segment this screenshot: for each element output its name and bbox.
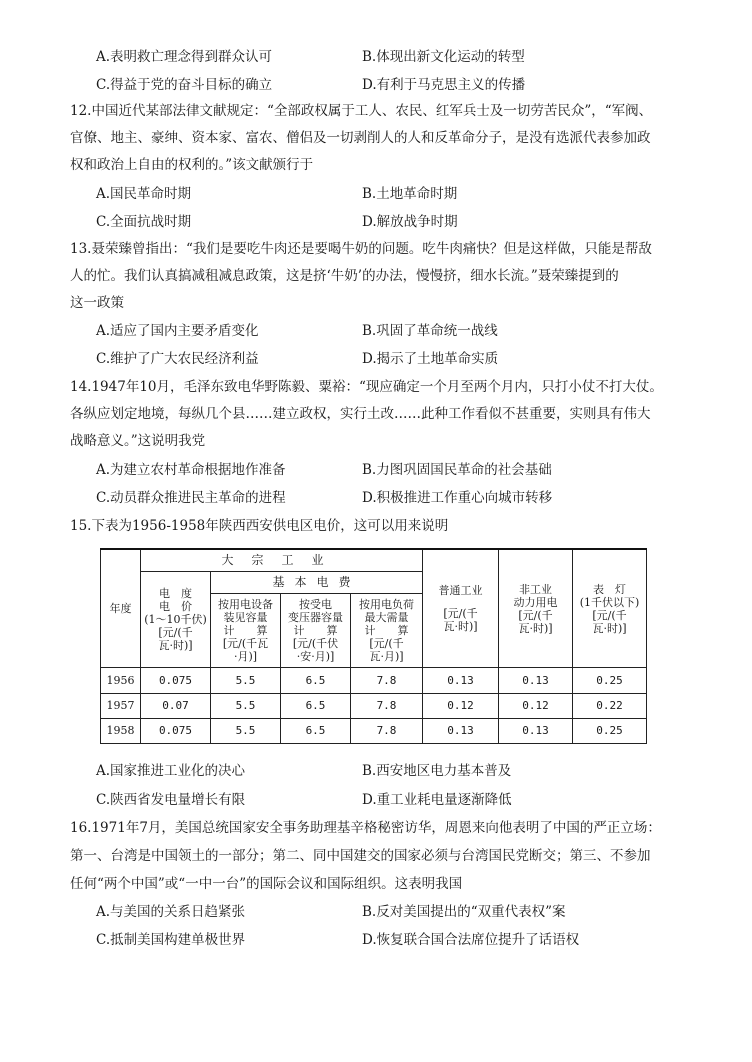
row-normal: 0.12 [423, 693, 499, 718]
large-industry-header: 大宗工业 [141, 549, 423, 571]
q14-option-d: D.积极推进工作重心向城市转移 [362, 490, 553, 506]
q16-stem-line-2: 第一、台湾是中国领土的一部分；第二、同中国建交的国家必须与台湾国民党断交；第三、不参加 [70, 848, 651, 864]
row-lamp: 0.25 [573, 668, 647, 693]
q16-stem-line-3: 任何“两个中国”或“一中一台”的国际会议和国际组织。这表明我国 [70, 876, 463, 892]
q15-option-d: D.重工业耗电量逐渐降低 [362, 792, 512, 808]
row-lamp: 0.25 [573, 718, 647, 743]
q14-stem-line-3: 战略意义。”这说明我党 [70, 433, 206, 449]
basic-fee-header: 基本电费 [211, 571, 423, 593]
q16-option-c: C.抵制美国构建单极世界 [96, 932, 246, 948]
row-b1: 5.5 [211, 718, 281, 743]
row-b1: 5.5 [211, 668, 281, 693]
year-header: 年度 [101, 549, 141, 668]
q13-stem-line-3: 这一政策 [70, 295, 124, 311]
row-year: 1958 [101, 718, 141, 743]
q13-option-a: A.适应了国内主要矛盾变化 [96, 323, 259, 339]
q14-option-row-2 [0, 489, 752, 507]
row-b3: 7.8 [351, 668, 423, 693]
row-year: 1956 [101, 668, 141, 693]
q11-option-row-2 [0, 76, 752, 94]
basic-fee-col-transformer: 按受电 变压器容量 计 算 [元/(千伏 ·安·月)] [281, 593, 351, 668]
q12-option-a: A.国民革命时期 [96, 186, 192, 202]
q12-stem-line-3: 权和政治上自由的权利的。”该文献颁行于 [70, 157, 314, 173]
q12-option-row-1 [0, 185, 752, 203]
q13-option-row-1 [0, 322, 752, 340]
table-row [101, 693, 647, 718]
row-normal: 0.13 [423, 718, 499, 743]
row-year: 1957 [101, 693, 141, 718]
q16-stem-line-1: 16.1971年7月，美国总统国家安全事务助理基辛格秘密访华，周恩来向他表明了中国的严正立场： [70, 820, 661, 836]
non-industry-header: 非工业 动力用电 [元/(千 瓦·时)] [499, 549, 573, 668]
q12-option-row-2 [0, 213, 752, 231]
q14-option-row-1 [0, 461, 752, 479]
q12-option-d: D.解放战争时期 [362, 214, 458, 230]
q13-option-row-2 [0, 350, 752, 368]
q12-stem-line-1: 12.中国近代某部法律文献规定：“全部政权属于工人、农民、红军兵士及一切劳苦民众”，“军阀、 [70, 103, 653, 119]
table-row [101, 668, 647, 693]
q13-stem-line-2: 人的忙。我们认真搞减租减息政策，这是挤‘牛奶’的办法，慢慢挤，细水长流。”聂荣臻提到的 [70, 268, 619, 284]
q15-option-b: B.西安地区电力基本普及 [362, 763, 512, 779]
q16-option-row-2 [0, 931, 752, 949]
basic-fee-col-max-demand: 按用电负荷 最大需量 计 算 [元/(千 瓦·月)] [351, 593, 423, 668]
row-b2: 6.5 [281, 718, 351, 743]
q12-stem-line-2: 官僚、地主、豪绅、资本家、富农、僧侣及一切剥削人的人和反革命分子，是没有选派代表参加政 [70, 130, 651, 146]
q15-option-a: A.国家推进工业化的决心 [96, 763, 246, 779]
q15-option-row-1 [0, 762, 752, 780]
q13-option-d: D.揭示了土地革命实质 [362, 351, 499, 367]
row-b1: 5.5 [211, 693, 281, 718]
row-energy: 0.07 [141, 693, 211, 718]
q15-option-row-2 [0, 791, 752, 809]
row-b3: 7.8 [351, 718, 423, 743]
q11-option-c: C.得益于党的奋斗目标的确立 [96, 77, 273, 93]
q13-option-c: C.维护了广大农民经济利益 [96, 351, 259, 367]
row-non-industry: 0.12 [499, 693, 573, 718]
q16-option-a: A.与美国的关系日趋紧张 [96, 904, 246, 920]
q12-option-c: C.全面抗战时期 [96, 214, 192, 230]
q11-option-a: A.表明救亡理念得到群众认可 [96, 49, 273, 65]
q11-option-d: D.有利于马克思主义的传播 [362, 77, 526, 93]
basic-fee-col-capacity: 按用电设备 装见容量 计 算 [元/(千瓦 ·月)] [211, 593, 281, 668]
q16-option-row-1 [0, 903, 752, 921]
row-b2: 6.5 [281, 668, 351, 693]
energy-price-header: 电 度 电 价 (1～10千伏) [元/(千 瓦·时)] [141, 571, 211, 668]
electricity-price-table [100, 548, 646, 744]
q14-option-b: B.力图巩固国民革命的社会基础 [362, 462, 552, 478]
row-non-industry: 0.13 [499, 718, 573, 743]
q16-option-b: B.反对美国提出的“双重代表权”案 [362, 904, 566, 920]
q16-option-d: D.恢复联合国合法席位提升了话语权 [362, 932, 580, 948]
q11-option-b: B.体现出新文化运动的转型 [362, 49, 525, 65]
row-b2: 6.5 [281, 693, 351, 718]
q15-option-c: C.陕西省发电量增长有限 [96, 792, 246, 808]
q11-option-row-1 [0, 48, 752, 66]
row-lamp: 0.22 [573, 693, 647, 718]
q13-stem-line-1: 13.聂荣臻曾指出：“我们是要吃牛肉还是要喝牛奶的问题。吃牛肉痛快？但是这样做，只能是帮敌 [70, 241, 652, 257]
row-non-industry: 0.13 [499, 668, 573, 693]
q12-option-b: B.土地革命时期 [362, 186, 458, 202]
normal-industry-header: 普通工业 [元/(千 瓦·时)] [423, 549, 499, 668]
q15-stem: 15.下表为1956-1958年陕西西安供电区电价，这可以用来说明 [70, 518, 449, 534]
row-energy: 0.075 [141, 718, 211, 743]
q14-stem-line-1: 14.1947年10月，毛泽东致电华野陈毅、粟裕：“现应确定一个月至两个月内，只打小仗不打大仗。 [70, 379, 663, 395]
meter-lamp-header: 表 灯 (1千伏以下) [元/(千 瓦·时)] [573, 549, 647, 668]
row-energy: 0.075 [141, 668, 211, 693]
q14-option-a: A.为建立农村革命根据地作准备 [96, 462, 286, 478]
q14-option-c: C.动员群众推进民主革命的进程 [96, 490, 286, 506]
row-b3: 7.8 [351, 693, 423, 718]
q14-stem-line-2: 各纵应划定地境，每纵几个县……建立政权，实行土改……此种工作看似不甚重要，实则具有伟大 [70, 406, 651, 422]
row-normal: 0.13 [423, 668, 499, 693]
q13-option-b: B.巩固了革命统一战线 [362, 323, 498, 339]
table-row [101, 718, 647, 743]
